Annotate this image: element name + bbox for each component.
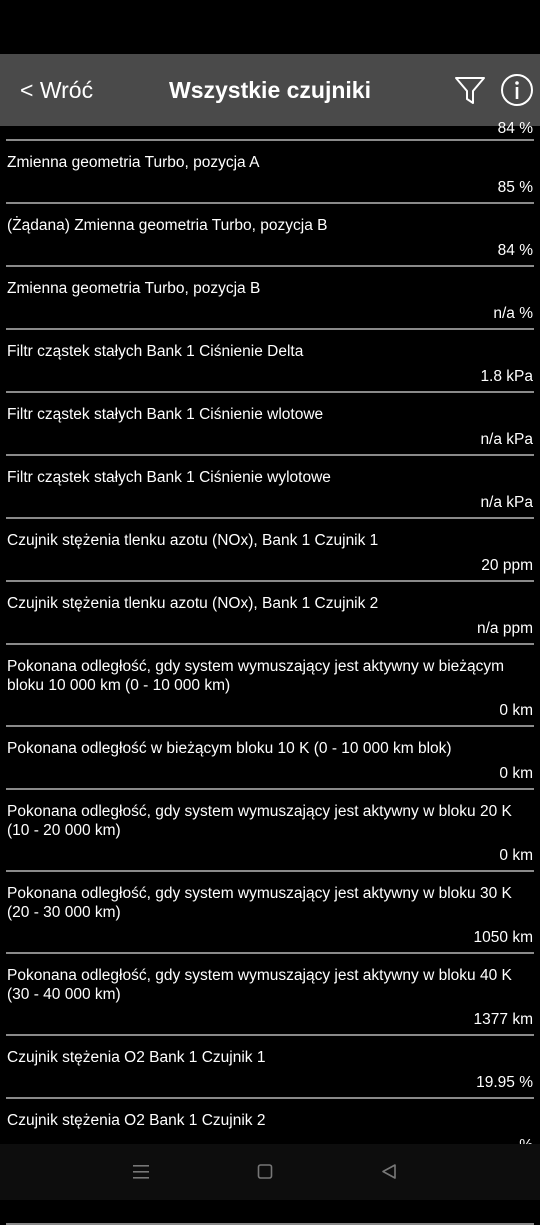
sensor-label: Pokonana odległość, gdy system wymuszający jest aktywny w bloku 40 K (30 - 40 000 km) bbox=[7, 967, 512, 1003]
sensor-value: 1.8 kPa bbox=[480, 368, 533, 385]
sensor-value: n/a ppm bbox=[476, 620, 533, 637]
sensor-label: Pokonana odległość, gdy system wymuszający jest aktywny w bloku 20 K (10 - 20 000 km) bbox=[7, 803, 512, 839]
sensor-label: (Żądana) Zmienna geometria Turbo, pozycja B bbox=[7, 217, 328, 234]
sensor-row[interactable] bbox=[0, 204, 540, 267]
top-app-bar bbox=[0, 54, 540, 126]
sensor-label: Czujnik stężenia O2 Bank 1 Czujnik 1 bbox=[7, 1049, 266, 1066]
sensor-row[interactable] bbox=[0, 267, 540, 330]
sensor-row[interactable] bbox=[0, 645, 540, 727]
page-title: Wszystkie czujniki bbox=[169, 77, 371, 103]
square-home-icon[interactable] bbox=[251, 1159, 279, 1185]
status-bar bbox=[0, 0, 540, 54]
sensor-label: Czujnik stężenia tlenku azotu (NOx), Bank 1 Czujnik 1 bbox=[7, 532, 379, 549]
sensor-row[interactable] bbox=[0, 456, 540, 519]
sensor-list[interactable] bbox=[0, 120, 540, 1144]
sensor-value: 1377 km bbox=[473, 1011, 533, 1028]
sensor-label: Filtr cząstek stałych Bank 1 Ciśnienie wylotowe bbox=[7, 469, 331, 486]
sensor-row[interactable] bbox=[0, 790, 540, 872]
sensor-value: 0 km bbox=[499, 847, 533, 864]
sensor-label: Filtr cząstek stałych Bank 1 Ciśnienie Delta bbox=[7, 343, 304, 360]
sensor-value: n/a kPa bbox=[480, 431, 533, 448]
back-button[interactable]: < Wróć bbox=[20, 77, 94, 103]
menu-lines-icon[interactable] bbox=[127, 1159, 155, 1185]
sensor-value: n/a % bbox=[493, 305, 533, 322]
sensor-row[interactable] bbox=[0, 872, 540, 954]
sensor-value: 1050 km bbox=[473, 929, 533, 946]
sensor-row[interactable] bbox=[0, 519, 540, 582]
sensor-row[interactable] bbox=[0, 1036, 540, 1099]
sensor-label: Czujnik stężenia O2 Bank 1 Czujnik 2 bbox=[7, 1112, 266, 1129]
sensor-label: Czujnik stężenia tlenku azotu (NOx), Bank 1 Czujnik 2 bbox=[7, 595, 379, 612]
sensor-value: n/a kPa bbox=[480, 494, 533, 511]
sensor-row[interactable] bbox=[0, 393, 540, 456]
triangle-back-icon[interactable] bbox=[375, 1159, 403, 1185]
sensor-label: Pokonana odległość, gdy system wymuszający jest aktywny w bloku 30 K (20 - 30 000 km) bbox=[7, 885, 512, 921]
sensor-value: 19.95 % bbox=[476, 1074, 533, 1091]
sensor-value: 85 % bbox=[497, 179, 533, 196]
sensor-row[interactable] bbox=[0, 954, 540, 1036]
sensor-row[interactable] bbox=[0, 727, 540, 790]
sensor-row[interactable] bbox=[0, 582, 540, 645]
sensor-row[interactable] bbox=[0, 141, 540, 204]
sensor-label: Filtr cząstek stałych Bank 1 Ciśnienie wlotowe bbox=[7, 406, 324, 423]
sensor-value: 0 km bbox=[499, 702, 533, 719]
system-nav-bar bbox=[0, 1144, 540, 1200]
sensor-value: 84 % bbox=[497, 120, 533, 137]
info-icon[interactable] bbox=[499, 72, 535, 108]
sensor-label: Zmienna geometria Turbo, pozycja A bbox=[7, 154, 260, 171]
sensor-value: 20 ppm bbox=[481, 557, 533, 574]
sensor-value: 84 % bbox=[497, 242, 533, 259]
sensor-label: Pokonana odległość, gdy system wymuszający jest aktywny w bieżącym bloku 10 000 km (0 - 10 000 km) bbox=[7, 658, 505, 694]
sensor-row[interactable] bbox=[0, 330, 540, 393]
sensor-row[interactable] bbox=[0, 121, 540, 141]
sensor-value: 0 km bbox=[499, 765, 533, 782]
sensor-label: Pokonana odległość w bieżącym bloku 10 K (0 - 10 000 km blok) bbox=[7, 740, 452, 757]
sensor-label: Zmienna geometria Turbo, pozycja B bbox=[7, 280, 261, 297]
filter-icon[interactable] bbox=[452, 72, 488, 108]
